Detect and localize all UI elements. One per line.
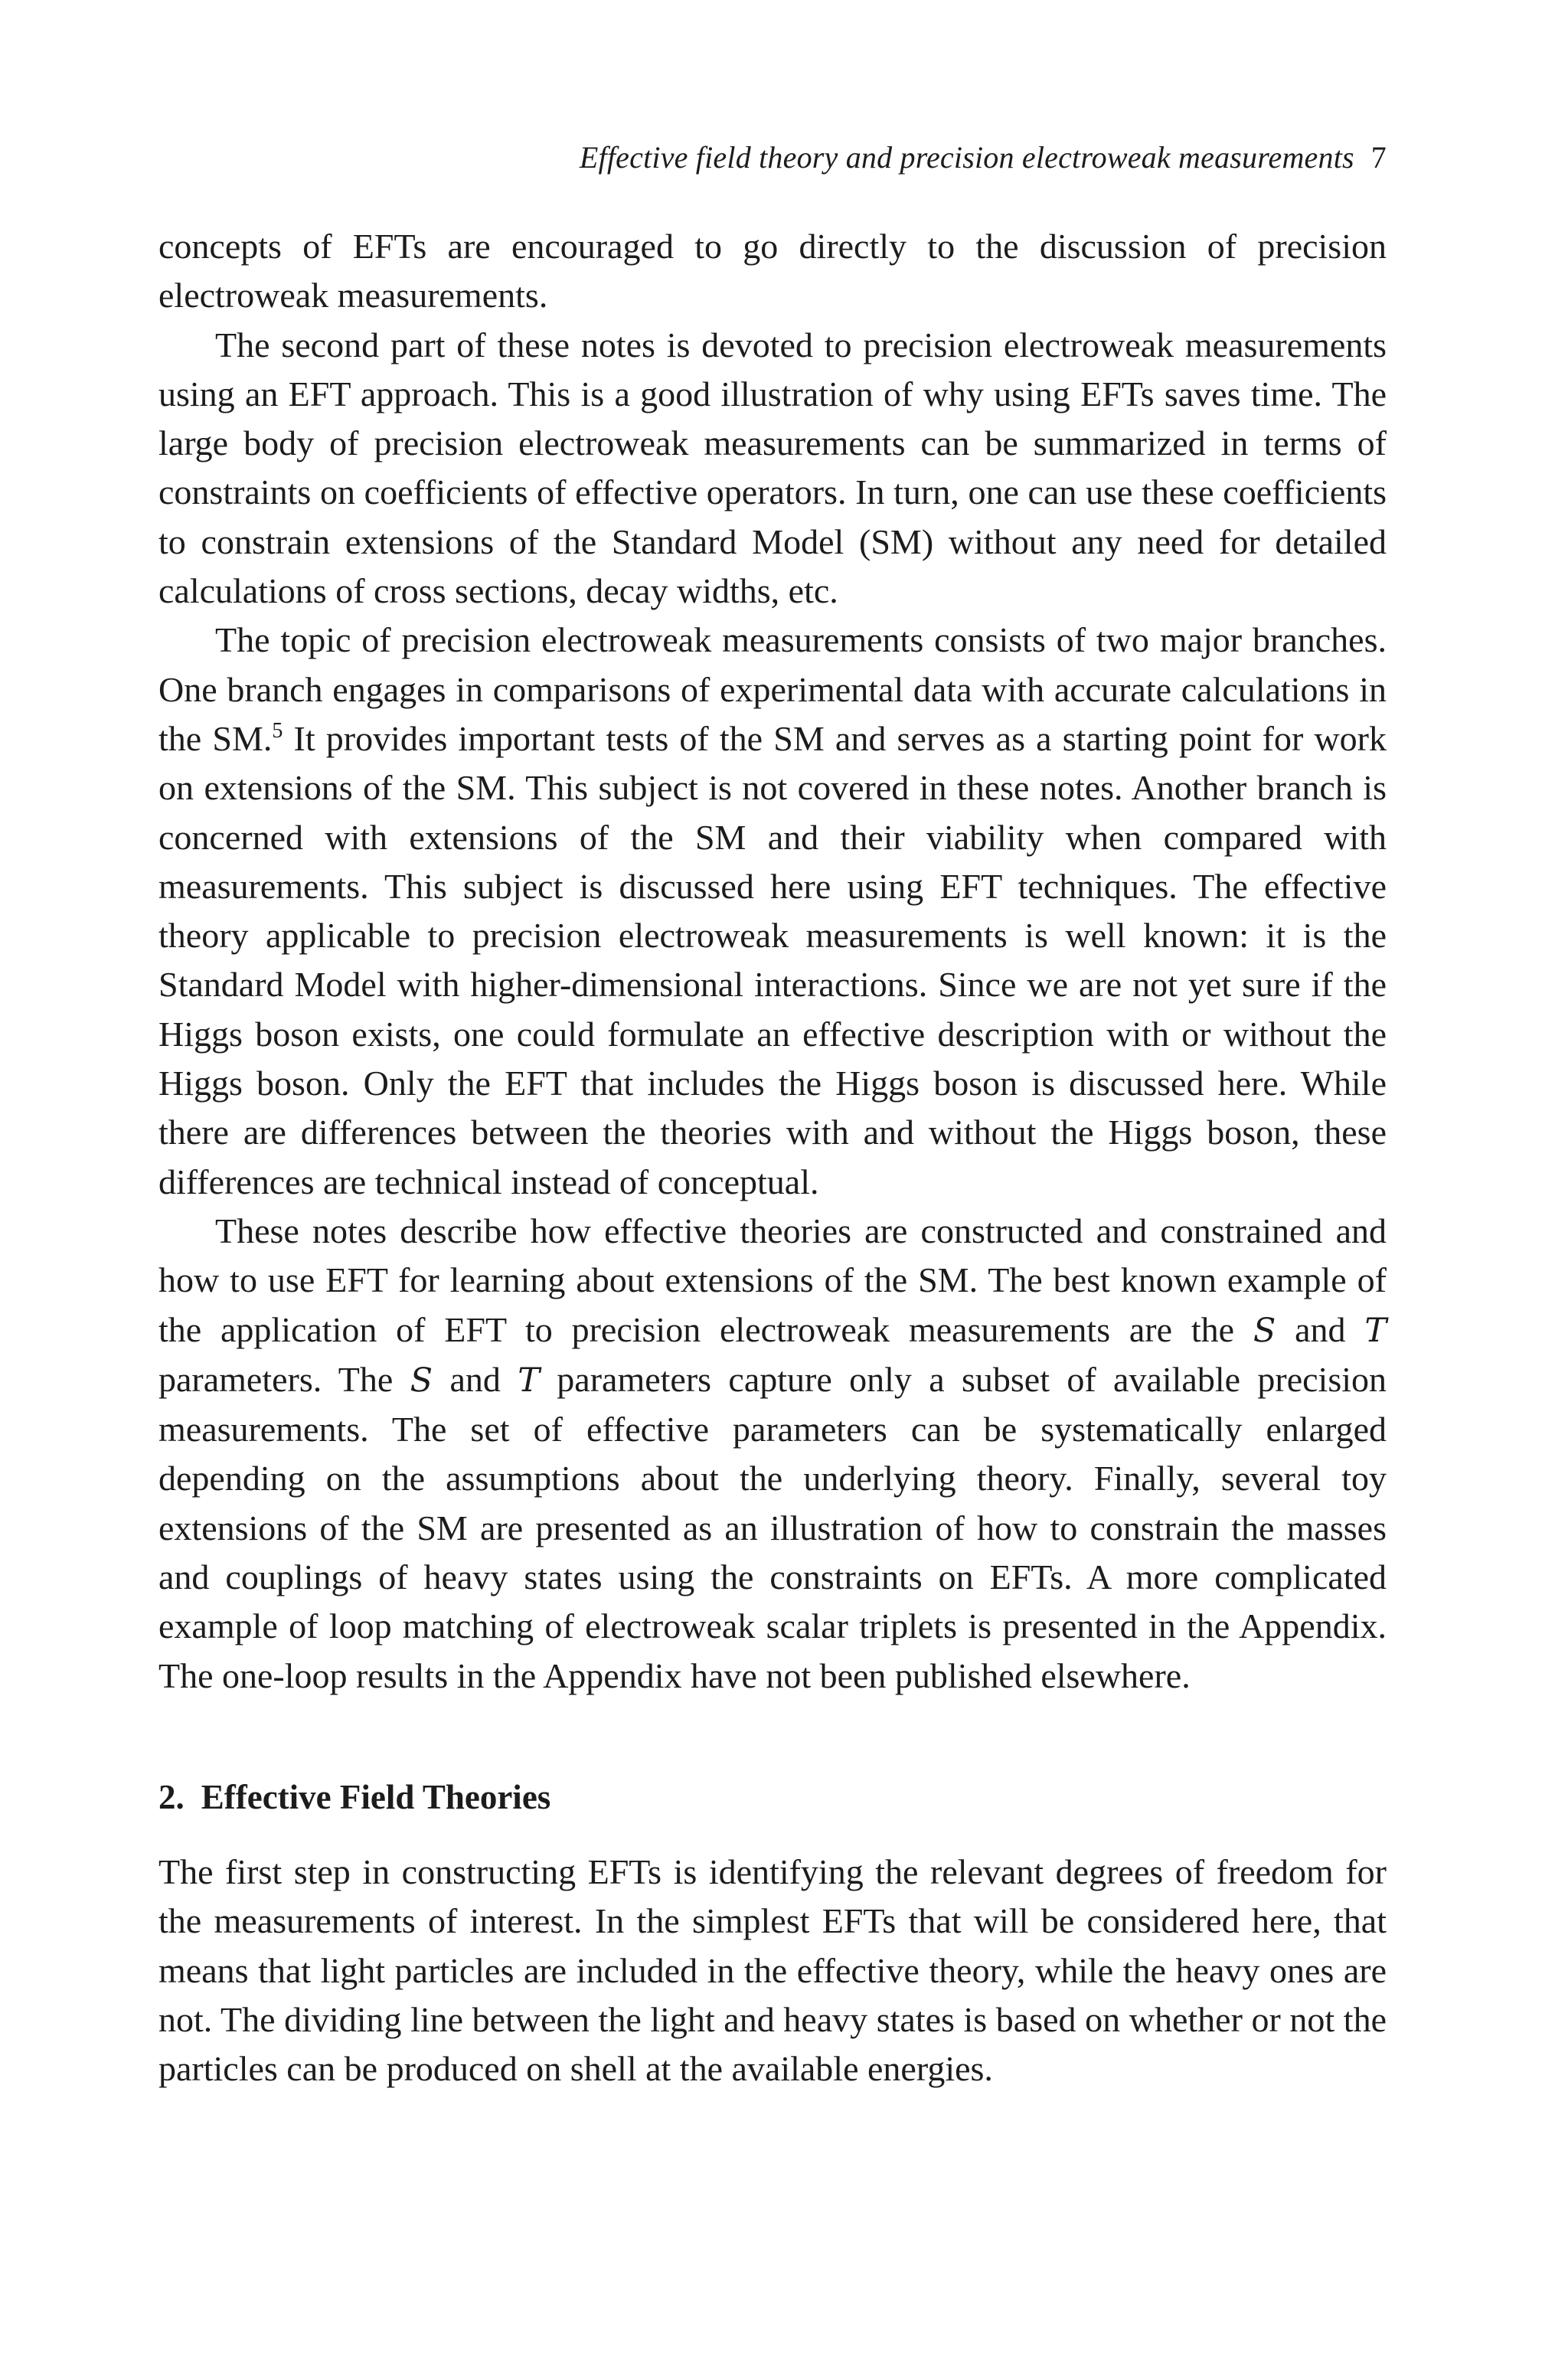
paragraph-topic-text-b: It provides important tests of the SM and serves as a starting point for work on extensions of the SM. This subject is not covered in these notes. Another branch is concerned with extensions of the SM and their viability when compared with measurements. This subject is discussed here using EFT techniques. The effective theory applicable to precision electroweak measurements is well known: it is the Standard Model with higher-dimensional interactions. Since we are not yet sure if the Higgs boson exists, one could formulate an effective description with or without the Higgs boson. Only the EFT that includes the Higgs boson is discussed here. While there are differences between the theories with and without the Higgs boson, these differences are technical instead of conceptual. — [158, 718, 1387, 1201]
section-number: 2. — [158, 1777, 185, 1816]
paragraph-second-part: The second part of these notes is devoted to precision electroweak measurements using an EFT approach. This is a good illustration of why using EFTs saves time. The large body of precision electroweak measurements can be summarized in terms of constraints on coefficients of effective operators. In turn, one can use these coefficients to constrain extensions of the Standard Model (SM) without any need for detailed calculations of cross sections, decay widths, etc. — [158, 325, 1387, 611]
running-head — [580, 139, 1387, 175]
paragraph-notes-and-2: and — [433, 1359, 518, 1399]
paragraph-notes-and-1: and — [1276, 1309, 1365, 1349]
paragraph-notes-text-a: These notes describe how effective theories are constructed and constrained and how to use EFT for learning about extensions of the SM. The best known example of the application of EFT to precision electroweak measurements are the — [158, 1211, 1387, 1349]
paragraph-notes-text-b: parameters. The — [158, 1359, 410, 1399]
paragraph-notes-text-c: parameters capture only a subset of available precision measurements. The set of effective parameters can be systematically enlarged depending on the assumptions about the underlying theory. Finally, several toy extensions of the SM are presented as an illustration of how to constrain the masses and couplings of heavy states using the constraints on EFTs. A more complicated example of loop matching of electroweak scalar triplets is presented in the Appendix. The one-loop results in the Appendix have not been published elsewhere. — [158, 1359, 1387, 1695]
math-t-1: T — [1364, 1311, 1387, 1350]
footnote-ref-5: 5 — [272, 718, 283, 743]
paragraph-topic-text-a: The topic of precision electroweak measurements consists of two major branches. One branch engages in comparisons of experimental data with accurate calculations in the SM. — [158, 620, 1387, 758]
paragraph-continued: concepts of EFTs are encouraged to go directly to the discussion of precision electroweak measurements. — [158, 227, 1387, 315]
body-text — [158, 222, 1387, 2093]
math-t-2: T — [518, 1361, 540, 1400]
paragraph-topic — [158, 616, 1387, 1207]
math-s-2: S — [410, 1361, 433, 1400]
section-title: Effective Field Theories — [201, 1777, 551, 1816]
section-heading — [158, 1773, 1387, 1822]
math-s-1: S — [1253, 1311, 1276, 1350]
page-number: 7 — [1370, 140, 1387, 175]
running-head-title: Effective field theory and precision electroweak measurements — [579, 140, 1354, 175]
section-paragraph-first: The first step in constructing EFTs is identifying the relevant degrees of freedom for the measurements of interest. In the simplest EFTs that will be considered here, that means that light particles are included in the effective theory, while the heavy ones are not. The dividing line between the light and heavy states is based on whether or not the particles can be produced on shell at the available energies. — [158, 1851, 1387, 2089]
paragraph-notes-describe — [158, 1207, 1387, 1701]
